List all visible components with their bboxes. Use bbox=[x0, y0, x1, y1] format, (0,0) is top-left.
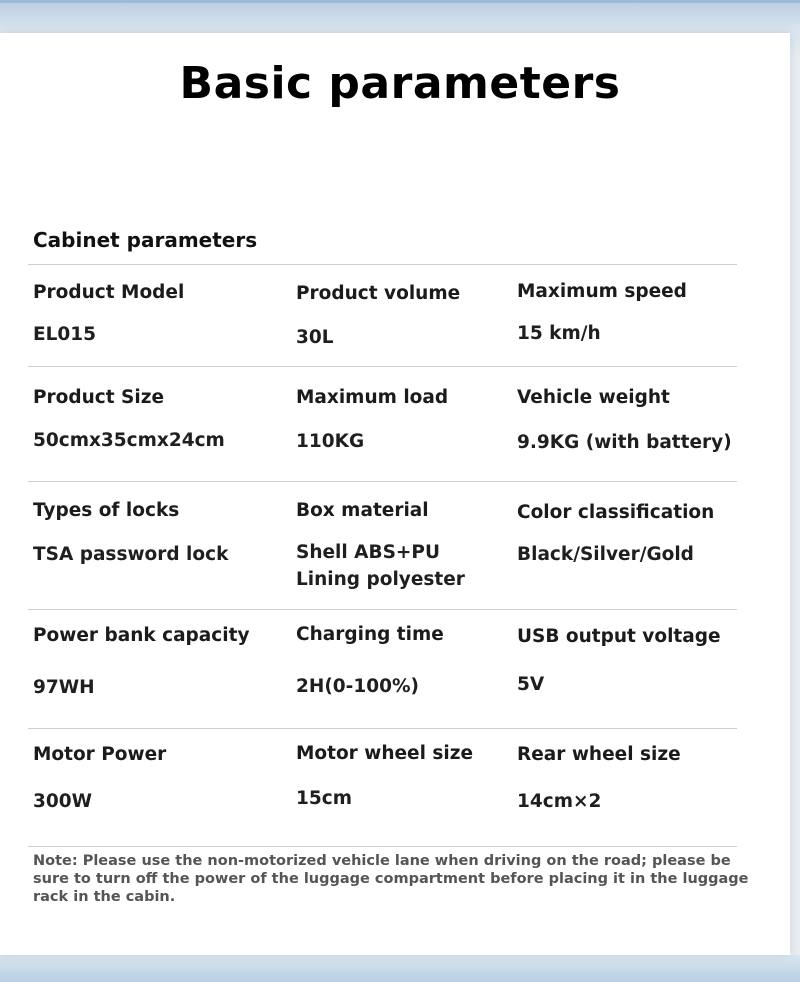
param-label-product-size: Product Size bbox=[33, 387, 165, 408]
param-value-color-classification: Black/Silver/Gold bbox=[517, 544, 694, 565]
param-value-types-of-locks: TSA password lock bbox=[33, 544, 229, 565]
param-label-color-classification: Color classification bbox=[517, 502, 715, 523]
param-label-motor-power: Motor Power bbox=[33, 744, 167, 765]
parameters-card bbox=[0, 33, 790, 955]
param-value-maximum-load: 110KG bbox=[296, 431, 365, 452]
param-value-usb-output-voltage: 5V bbox=[517, 674, 545, 695]
divider bbox=[28, 609, 737, 610]
page-title: Basic parameters bbox=[179, 58, 621, 109]
param-label-motor-wheel-size: Motor wheel size bbox=[296, 743, 474, 764]
param-label-product-model: Product Model bbox=[33, 282, 185, 303]
param-label-vehicle-weight: Vehicle weight bbox=[517, 387, 670, 408]
divider bbox=[28, 366, 737, 367]
param-value-rear-wheel-size: 14cm×2 bbox=[517, 791, 602, 812]
note-text: Note: Please use the non-motorized vehicle lane when driving on the road; please be sure to turn off the power of the luggage compartment before placing it in the luggage rack in the cabin. bbox=[33, 853, 749, 905]
param-value-maximum-speed: 15 km/h bbox=[517, 323, 601, 344]
divider bbox=[28, 846, 737, 847]
divider bbox=[28, 481, 737, 482]
param-value-product-model: EL015 bbox=[33, 324, 97, 345]
divider bbox=[28, 728, 737, 729]
param-value-motor-wheel-size: 15cm bbox=[296, 788, 352, 809]
param-value-box-material-lining: Lining polyester bbox=[296, 569, 465, 590]
param-label-usb-output-voltage: USB output voltage bbox=[517, 626, 721, 647]
param-label-charging-time: Charging time bbox=[296, 624, 444, 645]
param-label-power-bank-capacity: Power bank capacity bbox=[33, 625, 250, 646]
divider bbox=[28, 264, 737, 265]
param-label-maximum-speed: Maximum speed bbox=[517, 281, 687, 302]
param-label-types-of-locks: Types of locks bbox=[33, 500, 180, 521]
param-value-charging-time: 2H(0-100%) bbox=[296, 676, 419, 697]
top-border bbox=[0, 0, 800, 3]
section-title: Cabinet parameters bbox=[33, 228, 258, 252]
param-label-product-volume: Product volume bbox=[296, 283, 461, 304]
param-value-product-size: 50cmx35cmx24cm bbox=[33, 430, 225, 451]
param-value-motor-power: 300W bbox=[33, 791, 93, 812]
param-label-rear-wheel-size: Rear wheel size bbox=[517, 744, 681, 765]
param-label-box-material: Box material bbox=[296, 500, 429, 521]
param-value-power-bank-capacity: 97WH bbox=[33, 677, 95, 698]
param-label-maximum-load: Maximum load bbox=[296, 387, 449, 408]
param-value-box-material-shell: Shell ABS+PU bbox=[296, 542, 440, 563]
bottom-band bbox=[0, 955, 800, 982]
param-value-product-volume: 30L bbox=[296, 327, 334, 348]
param-value-vehicle-weight: 9.9KG (with battery) bbox=[517, 432, 732, 453]
